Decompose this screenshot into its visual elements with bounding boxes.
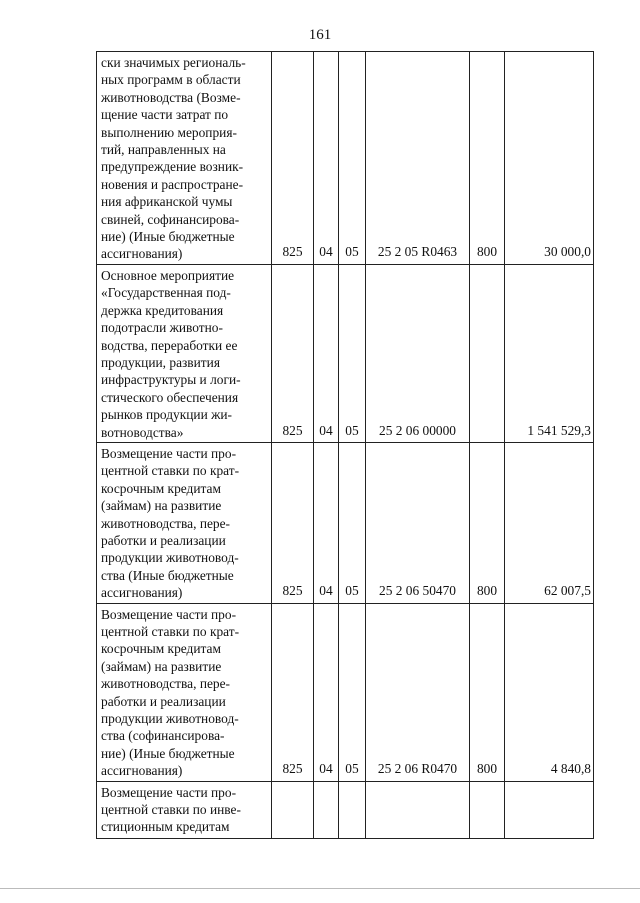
item-name-line: водства, переработки ее bbox=[101, 337, 238, 353]
item-name-line: ние) (Иные бюджетные bbox=[101, 745, 235, 761]
table-row bbox=[97, 52, 594, 265]
item-name-line: продукции, развития bbox=[101, 354, 220, 370]
item-name-line: выполнению мероприя- bbox=[101, 124, 237, 140]
subsection-code-cell: 05 bbox=[339, 264, 366, 442]
item-name-line: Возмещение части про- bbox=[101, 784, 237, 800]
item-name-line: стиционным кредитам bbox=[101, 819, 230, 835]
item-name-line: (займам) на развитие bbox=[101, 658, 222, 674]
item-name-line: предупреждение возник- bbox=[101, 159, 244, 175]
table-row bbox=[97, 264, 594, 442]
item-name-line: инфраструктуры и логи- bbox=[101, 372, 241, 388]
target-article-code-cell: 25 2 05 R0463 bbox=[366, 52, 470, 265]
item-name-line: ства (Иные бюджетные bbox=[101, 567, 234, 583]
target-article-code-cell: 25 2 06 00000 bbox=[366, 264, 470, 442]
item-name-line: вотноводства» bbox=[101, 424, 184, 440]
item-name-line: продукции животновод- bbox=[101, 550, 239, 566]
subsection-code-cell bbox=[339, 781, 366, 838]
table-body bbox=[97, 52, 594, 839]
item-name-line: животноводства, пере- bbox=[101, 676, 231, 692]
target-article-code-cell bbox=[366, 781, 470, 838]
item-name-line: ния африканской чумы bbox=[101, 194, 233, 210]
item-name-line: центной ставки по крат- bbox=[101, 463, 240, 479]
item-name-line: стического обеспечения bbox=[101, 389, 239, 405]
amount-cell: 1 541 529,3 bbox=[505, 264, 594, 442]
item-name-line: подотрасли животно- bbox=[101, 320, 223, 336]
subsection-code-cell: 05 bbox=[339, 603, 366, 781]
expense-type-code-cell bbox=[470, 781, 505, 838]
grbs-code-cell: 825 bbox=[272, 52, 314, 265]
expense-type-code-cell bbox=[470, 264, 505, 442]
item-name-line: Основное мероприятие bbox=[101, 267, 235, 283]
item-name-line: животноводства (Возме- bbox=[101, 89, 241, 105]
item-name-cell bbox=[97, 781, 272, 838]
expense-type-code-cell: 800 bbox=[470, 603, 505, 781]
item-name-cell bbox=[97, 442, 272, 603]
item-name-cell bbox=[97, 603, 272, 781]
amount-cell: 30 000,0 bbox=[505, 52, 594, 265]
scan-edge-line bbox=[0, 888, 640, 889]
section-code-cell bbox=[314, 781, 339, 838]
item-name-line: Возмещение части про- bbox=[101, 445, 237, 461]
item-name-line: тий, направленных на bbox=[101, 142, 226, 158]
item-name-line: Возмещение части про- bbox=[101, 606, 237, 622]
table-row bbox=[97, 781, 594, 838]
item-name-line: работки и реализации bbox=[101, 532, 226, 548]
item-name-line: животноводства, пере- bbox=[101, 515, 231, 531]
item-name-line: центной ставки по крат- bbox=[101, 624, 240, 639]
item-name-line: щение части затрат по bbox=[101, 107, 229, 123]
amount-cell: 4 840,8 bbox=[505, 603, 594, 781]
item-name-line: (займам) на развитие bbox=[101, 498, 222, 514]
table-row bbox=[97, 442, 594, 603]
item-name-line: рынков продукции жи- bbox=[101, 407, 232, 423]
item-name-line: ства (софинансирова- bbox=[101, 728, 225, 744]
item-name-line: ассигнования) bbox=[101, 763, 183, 779]
item-name-line: свиней, софинансирова- bbox=[101, 211, 240, 227]
expense-type-code-cell: 800 bbox=[470, 52, 505, 265]
section-code-cell: 04 bbox=[314, 442, 339, 603]
section-code-cell: 04 bbox=[314, 264, 339, 442]
grbs-code-cell: 825 bbox=[272, 264, 314, 442]
item-name-line: работки и реализации bbox=[101, 693, 226, 709]
item-name-line: косрочным кредитам bbox=[101, 641, 221, 657]
item-name-cell bbox=[97, 52, 272, 265]
subsection-code-cell: 05 bbox=[339, 442, 366, 603]
page-number: 161 bbox=[308, 27, 332, 43]
item-name-line: продукции животновод- bbox=[101, 711, 239, 727]
grbs-code-cell: 825 bbox=[272, 442, 314, 603]
item-name-line: новения и распростране- bbox=[101, 176, 244, 192]
item-name-line: косрочным кредитам bbox=[101, 480, 221, 496]
item-name-line: ски значимых региональ- bbox=[101, 55, 246, 70]
budget-table bbox=[96, 51, 594, 839]
target-article-code-cell: 25 2 06 50470 bbox=[366, 442, 470, 603]
grbs-code-cell bbox=[272, 781, 314, 838]
target-article-code-cell: 25 2 06 R0470 bbox=[366, 603, 470, 781]
amount-cell bbox=[505, 781, 594, 838]
subsection-code-cell: 05 bbox=[339, 52, 366, 265]
item-name-line: ных программ в области bbox=[101, 72, 241, 88]
section-code-cell: 04 bbox=[314, 52, 339, 265]
table-row bbox=[97, 603, 594, 781]
expense-type-code-cell: 800 bbox=[470, 442, 505, 603]
item-name-line: «Государственная под- bbox=[101, 285, 231, 301]
item-name-line: ние) (Иные бюджетные bbox=[101, 229, 235, 245]
section-code-cell: 04 bbox=[314, 603, 339, 781]
item-name-line: ассигнования) bbox=[101, 585, 183, 601]
item-name-line: центной ставки по инве- bbox=[101, 802, 241, 818]
item-name-line: ассигнования) bbox=[101, 246, 183, 262]
item-name-line: держка кредитования bbox=[101, 302, 224, 318]
item-name-cell bbox=[97, 264, 272, 442]
amount-cell: 62 007,5 bbox=[505, 442, 594, 603]
grbs-code-cell: 825 bbox=[272, 603, 314, 781]
